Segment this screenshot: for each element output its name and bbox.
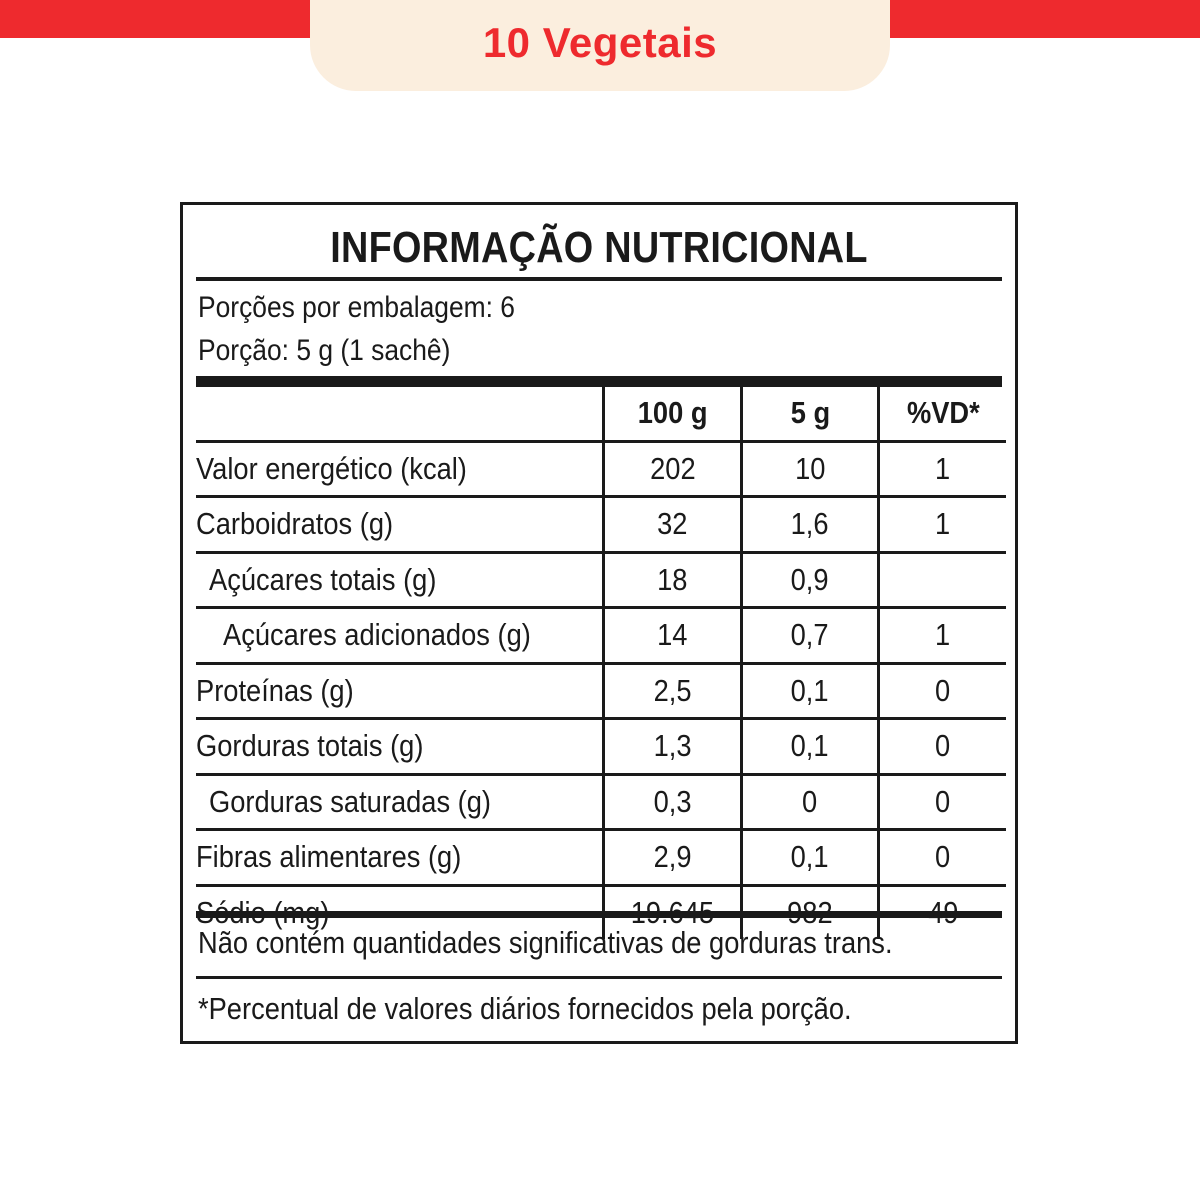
serving-size: Porção: 5 g (1 sachê) [198,334,451,367]
value-serving: 1,6 [742,497,879,553]
note-rule [196,976,1002,979]
daily-value-note: *Percentual de valores diários fornecidos pela porção. [198,991,852,1026]
value-100g: 32 [604,497,742,553]
value-100g: 1,3 [604,719,742,775]
table-row [196,719,1006,775]
nutrient-name: Açúcares totais (g) [196,552,604,608]
nutrition-table [196,387,1006,939]
value-serving: 0,7 [742,608,879,664]
value-100g: 202 [604,441,742,497]
value-serving: 0,9 [742,552,879,608]
table-row [196,663,1006,719]
table-row [196,441,1006,497]
value-dv: 0 [879,663,1007,719]
value-100g: 0,3 [604,774,742,830]
value-dv: 1 [879,497,1007,553]
nutrition-facts-label [180,202,1018,1044]
table-row [196,830,1006,886]
product-title-tab [310,0,890,91]
title-rule [196,277,1002,281]
nutrient-name: Gorduras totais (g) [196,719,604,775]
value-serving: 0,1 [742,830,879,886]
value-100g: 18 [604,552,742,608]
header-cell-dv: %VD* [879,387,1007,441]
value-serving: 0 [742,774,879,830]
product-title: 10 Vegetais [482,18,718,66]
value-100g: 2,9 [604,830,742,886]
table-row [196,497,1006,553]
table-header-row [196,387,1006,441]
servings-per-package: Porções por embalagem: 6 [198,291,515,324]
value-dv: 1 [879,608,1007,664]
value-serving: 0,1 [742,663,879,719]
value-100g: 2,5 [604,663,742,719]
nutrient-name: Proteínas (g) [196,663,604,719]
table-row [196,608,1006,664]
value-dv: 0 [879,830,1007,886]
nutrient-name: Açúcares adicionados (g) [196,608,604,664]
value-dv: 0 [879,719,1007,775]
table-row [196,552,1006,608]
value-serving: 0,1 [742,719,879,775]
table-row [196,774,1006,830]
bottom-thick-rule [196,911,1002,918]
nutrient-name: Fibras alimentares (g) [196,830,604,886]
nutrient-name: Valor energético (kcal) [196,441,604,497]
nutrient-name: Carboidratos (g) [196,497,604,553]
value-dv: 1 [879,441,1007,497]
label-title: INFORMAÇÃO NUTRICIONAL [330,223,868,272]
header-cell-name [196,387,604,441]
value-100g: 14 [604,608,742,664]
thick-rule [196,376,1002,387]
header-cell-serving: 5 g [742,387,879,441]
value-dv [879,552,1007,608]
value-dv: 0 [879,774,1007,830]
trans-fat-note: Não contém quantidades significativas de gorduras trans. [198,925,893,960]
header-cell-100g: 100 g [604,387,742,441]
value-serving: 10 [742,441,879,497]
nutrient-name: Gorduras saturadas (g) [196,774,604,830]
